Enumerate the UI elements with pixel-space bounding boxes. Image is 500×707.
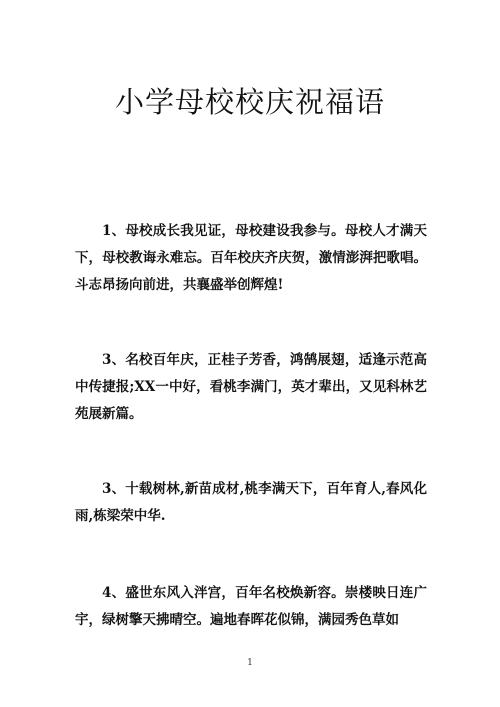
paragraph-2: 3、名校百年庆，正桂子芳香，鸿鹄展翅，适逢示范高中传捷报;XX一中好，看桃李满门，英才辈出，又见科林艺苑展新篇。	[75, 352, 427, 422]
page-number: 1	[247, 658, 253, 668]
paragraph-3: 3、十载树林,新苗成材,桃李满天下，百年育人,春风化雨,栋梁荣中华.	[75, 481, 427, 524]
paragraph-4: 4、盛世东风入泮宫，百年名校焕新容。崇楼映日连广宇，绿树擎天拂晴空。遍地春晖花似锦，满园秀色草如	[75, 585, 427, 628]
document-title: 小学母校校庆祝福语	[114, 85, 385, 119]
paragraph-1: 1、母校成长我见证，母校建设我参与。母校人才满天下，母校教诲永难忘。百年校庆齐庆贺，激情澎湃把歌唱。斗志昂扬向前进，共襄盛举创辉煌!	[75, 223, 427, 293]
